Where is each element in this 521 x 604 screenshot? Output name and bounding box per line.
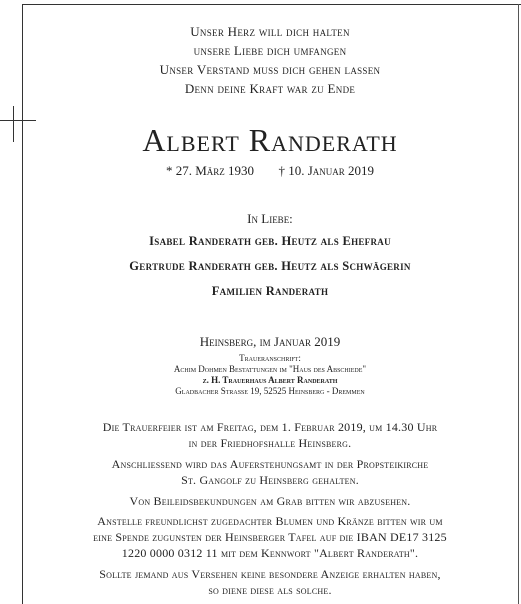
mourners-intro: In Liebe:: [247, 211, 293, 226]
frame-top-border: [22, 4, 521, 5]
birth-date: * 27. März 1930: [165, 163, 254, 178]
notice-line-2: in der Friedhofshalle Heinsberg.: [188, 436, 352, 450]
notice-line-3: Anschliessend wird das Auferstehungsamt in der Propsteikirche: [111, 457, 429, 471]
address-line-2: z. H. Trauerhaus Albert Randerath: [202, 375, 338, 385]
frame-right-border: [518, 4, 519, 604]
verse-line-3: Unser Verstand muss dich gehen lassen: [159, 62, 381, 77]
verse-line-1: Unser Herz will dich halten: [190, 24, 350, 39]
mourner-line-1: Isabel Randerath geb. Heutz als Ehefrau: [149, 234, 391, 248]
notice-line-8: 1220 0000 0312 11 mit dem Kennwort "Albert Randerath".: [121, 546, 419, 560]
notice-line-1: Die Trauerfeier ist am Freitag, dem 1. Februar 2019, um 14.30 Uhr: [102, 420, 438, 434]
death-date: † 10. Januar 2019: [278, 163, 375, 178]
mourner-line-2: Gertrude Randerath geb. Heutz als Schwägerin: [129, 259, 411, 273]
place-date: Heinsberg, im Januar 2019: [199, 334, 341, 349]
notice-line-7: eine Spende zugunsten der Heinsberger Tafel auf die IBAN DE17 3125: [93, 530, 447, 544]
verse-line-4: Denn deine Kraft war zu Ende: [184, 81, 356, 96]
notice-line-10: so diene diese als solche.: [208, 583, 332, 597]
notice-line-6: Anstelle freundlichst zugedachter Blumen und Kränze bitten wir um: [97, 514, 443, 528]
mourner-line-3: Familien Randerath: [211, 284, 329, 298]
cross-icon: [13, 106, 14, 142]
address-line-1: Achim Dohmen Bestattungen im "Haus des Abschiede": [173, 364, 367, 374]
cross-icon-horizontal: [0, 120, 36, 121]
address-line-3: Gladbacher Strasse 19, 52525 Heinsberg - Dremmen: [175, 386, 365, 396]
notice-line-4: St. Gangolf zu Heinsberg gehalten.: [181, 473, 359, 487]
notice-line-5: Von Beileidsbekundungen am Grab bitten wir abzusehen.: [129, 494, 411, 508]
address-label: Traueranschrift:: [239, 353, 301, 363]
life-dates: [22, 163, 518, 179]
verse-line-2: unsere Liebe dich umfangen: [193, 43, 347, 58]
notice-line-9: Sollte jemand aus Versehen keine besondere Anzeige erhalten haben,: [99, 567, 441, 581]
deceased-name: Albert Randerath: [142, 122, 398, 158]
